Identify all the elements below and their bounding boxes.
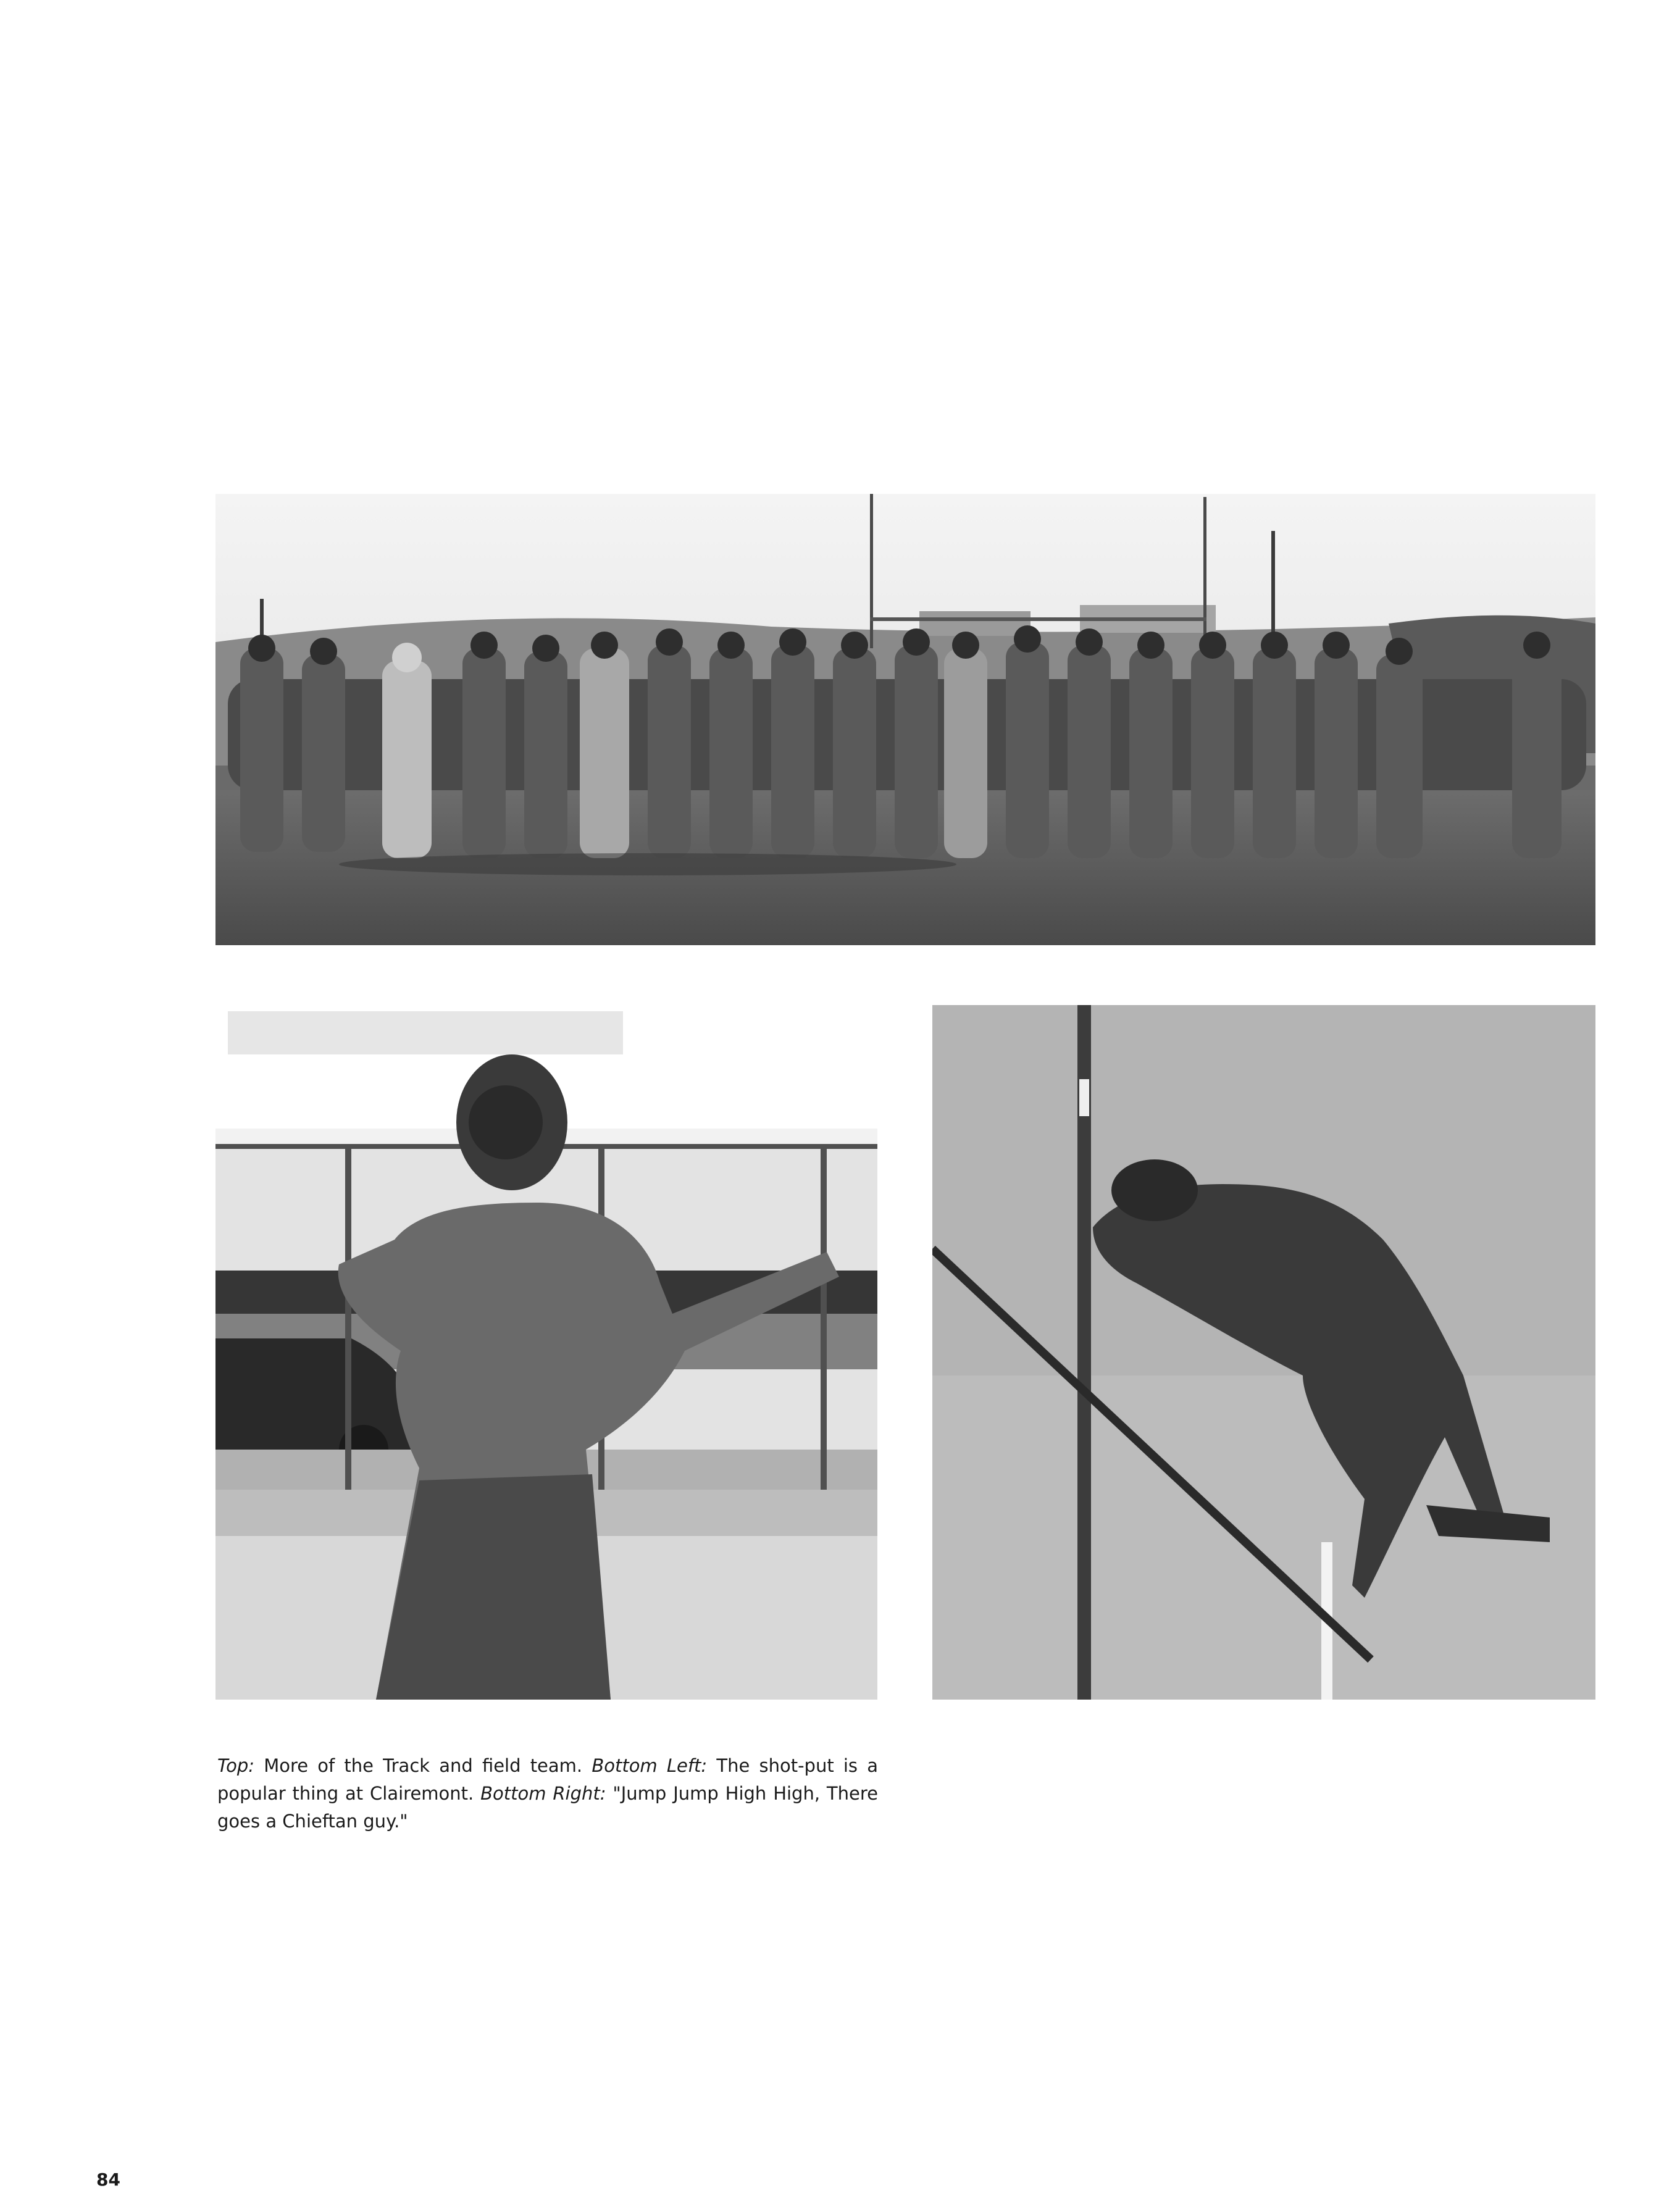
photo-shot-put — [215, 1005, 877, 1700]
photo-track-team — [215, 494, 1595, 945]
page-number: 84 — [96, 2169, 120, 2190]
caption-bottom-left-text: The shot-put is a popular thing at Clairemont. — [217, 1755, 878, 1804]
caption-bottom-left-label: Bottom Left: — [592, 1755, 708, 1776]
caption-top-label: Top: — [217, 1755, 255, 1776]
photo-high-jump — [932, 1005, 1595, 1700]
photo-caption — [217, 1752, 878, 1835]
caption-bottom-right-text: "Jump Jump High High, There goes a Chieftan guy." — [217, 1783, 878, 1832]
caption-top-text: More of the Track and field team. — [254, 1755, 592, 1776]
caption-bottom-right-label: Bottom Right: — [480, 1783, 606, 1804]
